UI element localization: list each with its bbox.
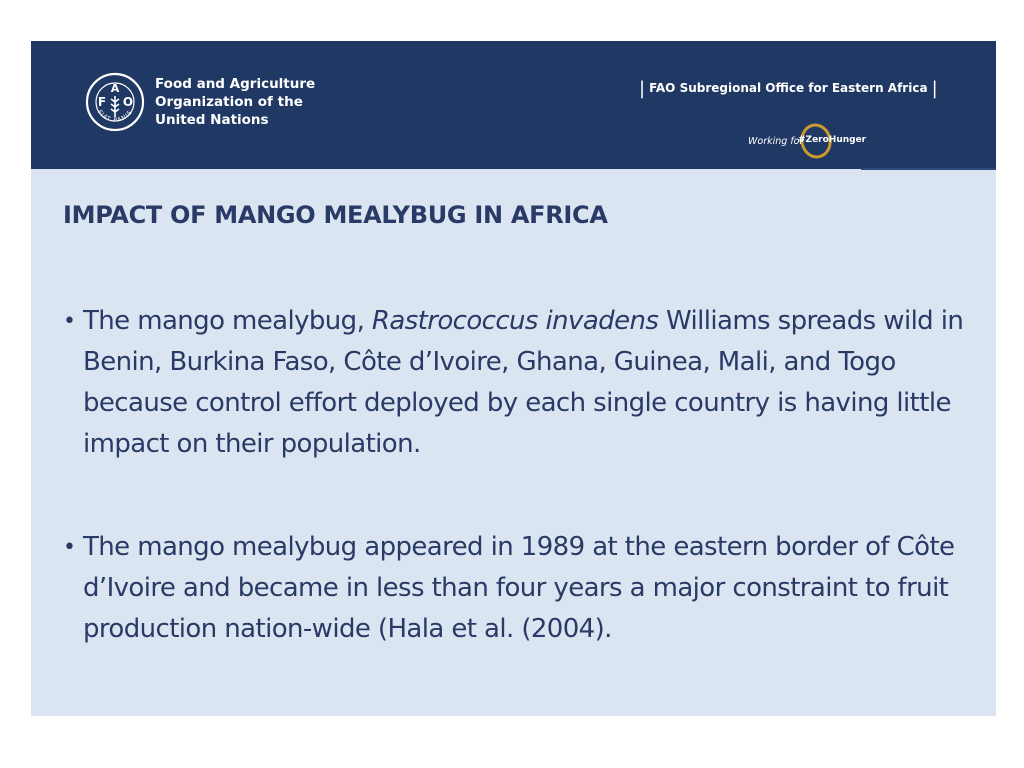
zero-hunger-prefix: Working for [748,136,804,147]
species-name: Rastrococcus invadens [371,306,659,336]
emblem-letter-a: A [110,82,120,95]
slide-title: IMPACT OF MANGO MEALYBUG IN AFRICA [63,201,608,229]
office-bar-left: | [639,78,646,99]
bullet-dot-icon: • [63,535,76,560]
bullet-1-text-start: The mango mealybug, [83,306,372,336]
fao-logo-icon [85,72,145,132]
bullet-item [63,301,978,465]
zero-hunger-logo-icon [746,121,867,161]
bullet-2-text: The mango mealybug appeared in 1989 at the eastern border of Côte d’Ivoire and became in less than four years a major constraint to fruit production nation-wide (Hala et al. (2004). [83,532,955,644]
bullet-1-text-end: Williams spreads wild in Benin, Burkina Faso, Côte d’Ivoire, Ghana, Guinea, Mali, and Togo because control effort deployed by each single country is having little impact on their population. [83,306,964,459]
slide [31,41,996,716]
organization-name [155,75,315,129]
bullet-dot-icon: • [63,309,76,334]
emblem-motto: FIAT PANIS [95,108,135,124]
emblem-letter-f: F [97,95,107,109]
wheat-ear-icon [111,96,119,117]
header-banner [31,41,996,169]
org-name-line-1: Food and Agriculture [155,76,316,92]
office-label [635,78,942,99]
header-accent-line [861,168,996,170]
zero-hunger-hashtag: #ZeroHunger [798,135,867,145]
bullet-item [63,527,978,650]
office-bar-right: | [931,78,938,99]
org-name-line-3: United Nations [155,112,269,128]
office-name: FAO Subregional Office for Eastern Africa [649,81,928,95]
bullet-list [63,301,978,650]
org-name-line-2: Organization of the [155,94,303,110]
emblem-letter-o: O [122,95,134,109]
